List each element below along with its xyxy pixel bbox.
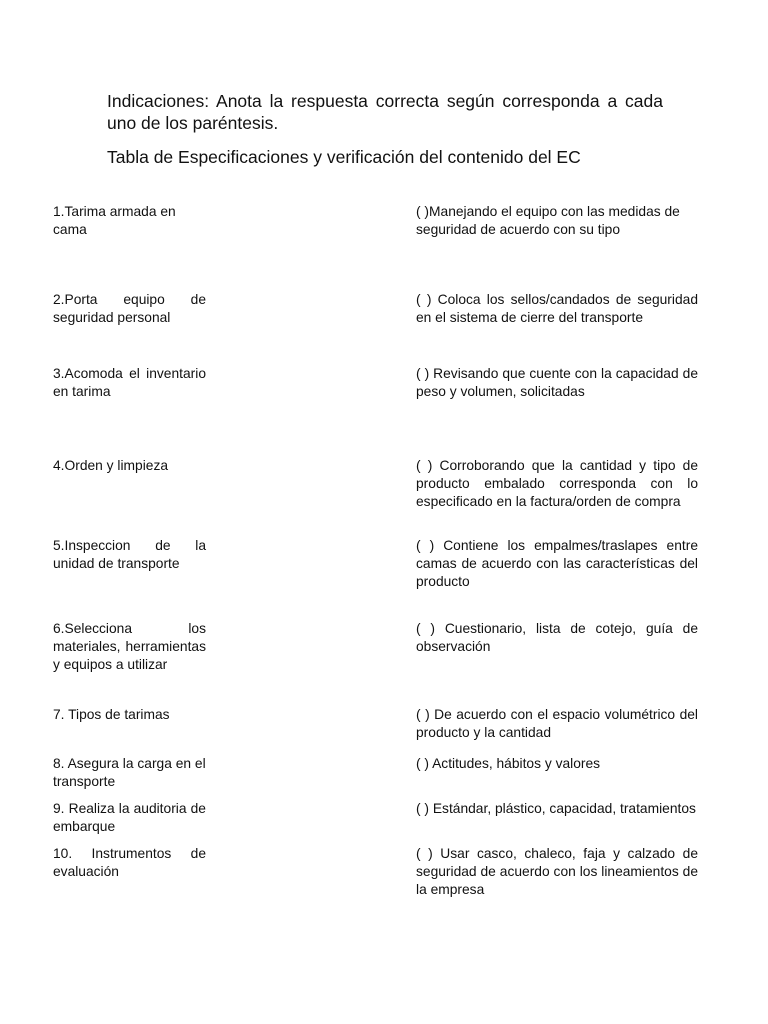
right-item-6: ( ) Cuestionario, lista de cotejo, guía de observación [416,621,698,654]
left-item-7: 7. Tipos de tarimas [53,707,170,722]
right-item-4: ( ) Corroborando que la cantidad y tipo de producto embalado corresponda con lo especificado en la factura/orden de compra [416,458,698,509]
left-item-1: 1.Tarima armada en cama [53,204,176,237]
instructions-text: Indicaciones: Anota la respuesta correcta según corresponda a cada uno de los paréntesis. [107,91,663,133]
left-item-2: 2.Porta equipo de seguridad personal [53,292,206,325]
left-item-9: 9. Realiza la auditoria de embarque [53,801,206,834]
left-item-8: 8. Asegura la carga en el transporte [53,756,206,789]
left-item-4: 4.Orden y limpieza [53,458,169,473]
left-item-10: 10. Instrumentos de evaluación [53,846,206,879]
right-item-1: ( )Manejando el equipo con las medidas de seguridad de acuerdo con su tipo [416,204,680,237]
right-item-3: ( ) Revisando que cuente con la capacidad de peso y volumen, solicitadas [416,366,698,399]
left-item-6: 6.Selecciona los materiales, herramientas y equipos a utilizar [53,621,206,672]
table-title: Tabla de Especificaciones y verificación del contenido del EC [107,147,581,167]
right-item-7: ( ) De acuerdo con el espacio volumétrico del producto y la cantidad [416,707,698,740]
left-item-3: 3.Acomoda el inventario en tarima [53,366,206,399]
right-item-2: ( ) Coloca los sellos/candados de seguridad en el sistema de cierre del transporte [416,292,698,325]
right-item-9: ( ) Estándar, plástico, capacidad, tratamientos [416,801,696,816]
right-item-8: ( ) Actitudes, hábitos y valores [416,756,601,771]
left-item-5: 5.Inspeccion de la unidad de transporte [53,538,206,571]
right-item-10: ( ) Usar casco, chaleco, faja y calzado de seguridad de acuerdo con los lineamientos de la empresa [416,846,698,897]
right-item-5: ( ) Contiene los empalmes/traslapes entre camas de acuerdo con las características del producto [416,538,698,589]
